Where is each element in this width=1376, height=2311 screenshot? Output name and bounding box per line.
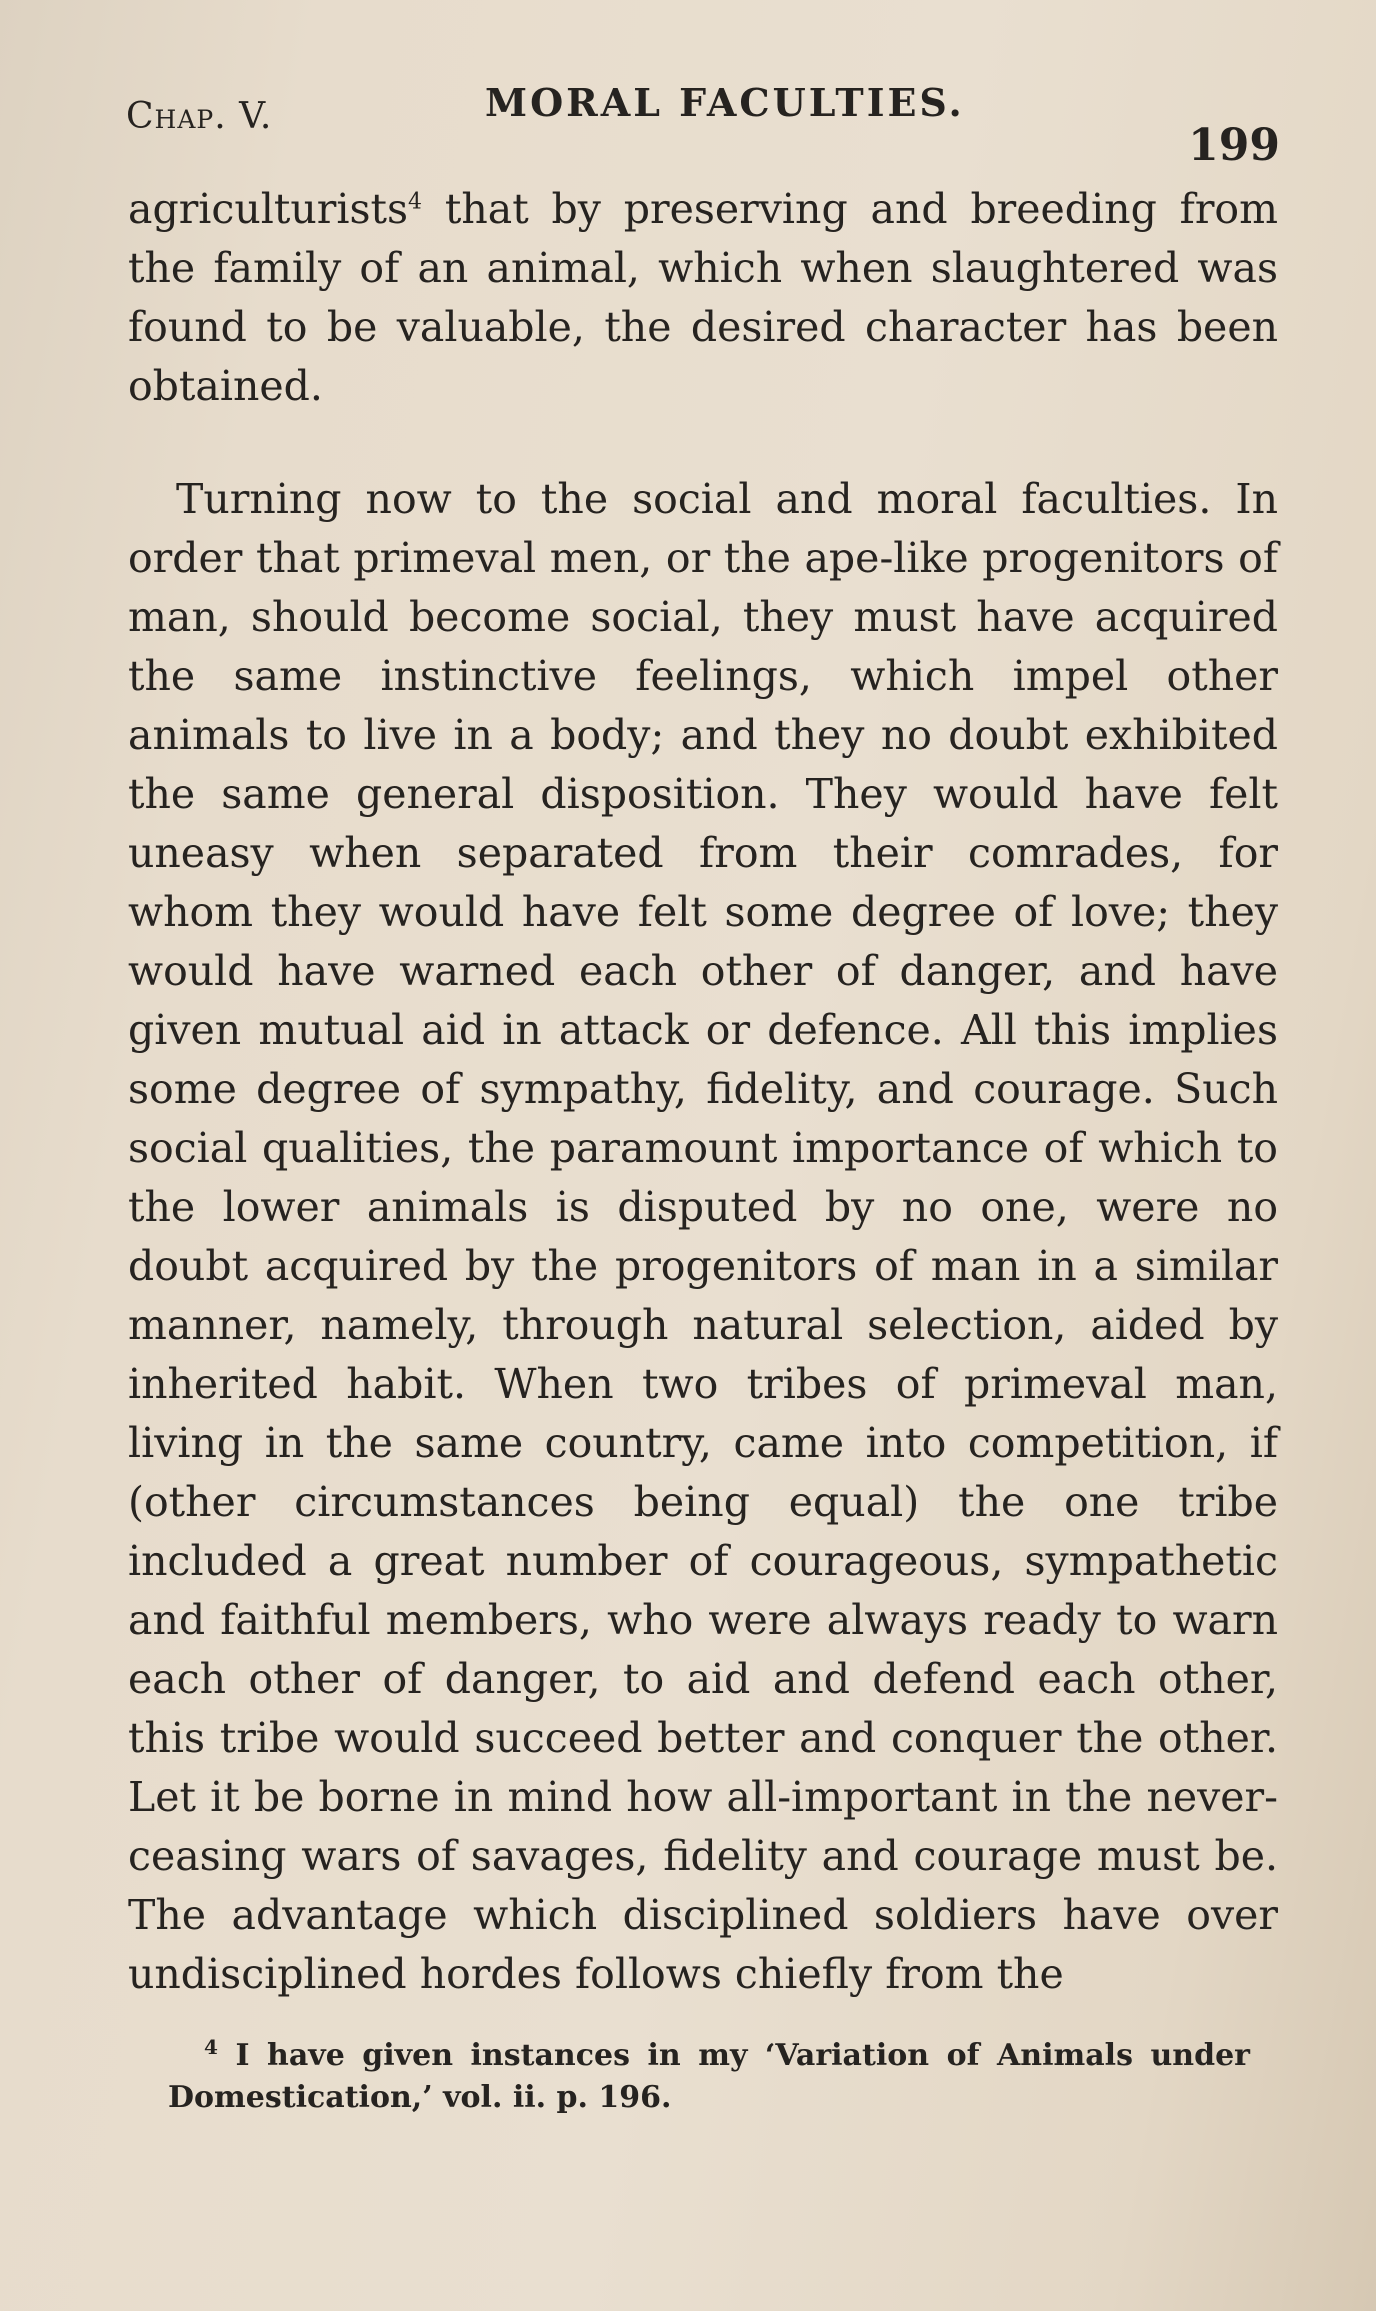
body-text bbox=[128, 180, 1278, 2004]
footnote-mark: 4 bbox=[204, 2035, 218, 2059]
running-head bbox=[120, 80, 1280, 170]
running-title: MORAL FACULTIES. bbox=[485, 80, 965, 125]
paragraph-1-rest: that by preserving and breeding from the family of an animal, which when slaughtered was found to be valuable, the desired character has been obtained. bbox=[128, 185, 1278, 410]
footnote bbox=[168, 2035, 1250, 2119]
footnote-reference: 4 bbox=[408, 189, 423, 215]
chapter-label: Chap. V. bbox=[126, 96, 273, 137]
footnote-text: I have given instances in my ‘Variation of Animals under Domestication,’ vol. ii. p. 196. bbox=[168, 2038, 1250, 2115]
paragraph-1-lead: agriculturists bbox=[128, 185, 409, 233]
page-number: 199 bbox=[1188, 120, 1280, 171]
paragraph-continued bbox=[128, 180, 1278, 416]
paragraph-social-moral-faculties: Turning now to the social and moral faculties. In order that primeval men, or the ape-like progenitors of man, should become social, they must have acquired the same instinctive feelings, which impel other animals to live in a body; and they no doubt exhibited the same general disposition. They would have felt uneasy when separated from their comrades, for whom they would have felt some degree of love; they would have warned each other of danger, and have given mutual aid in attack or defence. All this implies some degree of sympathy, fidelity, and courage. Such social qualities, the paramount importance of which to the lower animals is disputed by no one, were no doubt acquired by the progenitors of man in a similar manner, namely, through natural selection, aided by inherited habit. When two tribes of primeval man, living in the same country, came into competition, if (other circumstances being equal) the one tribe included a great number of courageous, sympathetic and faithful members, who were always ready to warn each other of danger, to aid and defend each other, this tribe would succeed better and conquer the other. Let it be borne in mind how all-important in the never-ceasing wars of savages, fidelity and courage must be. The advantage which disciplined soldiers have over undisciplined hordes follows chiefly from the bbox=[128, 475, 1278, 1998]
